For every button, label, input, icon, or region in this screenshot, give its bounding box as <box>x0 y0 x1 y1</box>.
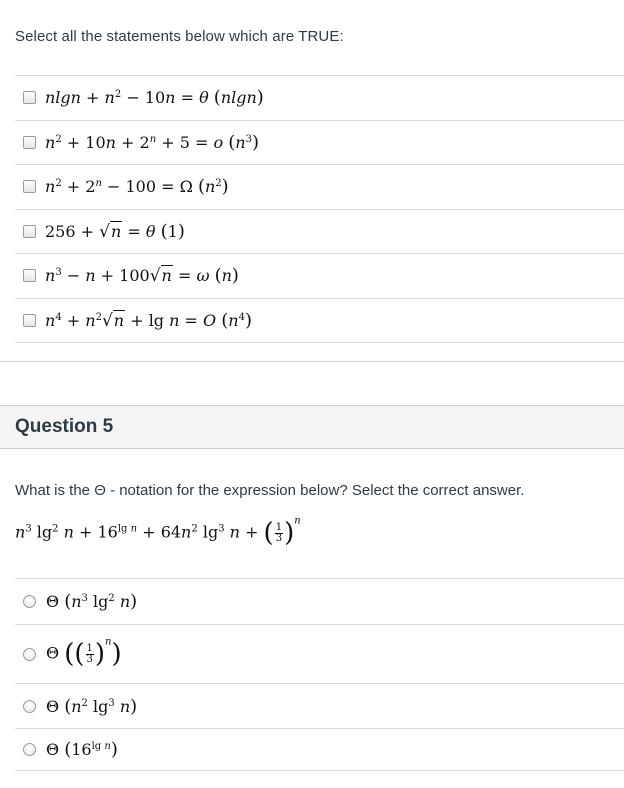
answer-radio[interactable] <box>23 743 36 756</box>
answer-option[interactable] <box>15 579 624 625</box>
answer-checkbox[interactable] <box>23 136 36 149</box>
answer-radio[interactable] <box>23 595 36 608</box>
statement-math: 256 + √n = θ (1) <box>45 220 185 242</box>
answer-option[interactable] <box>15 625 624 684</box>
question-5-prompt: What is the Θ - notation for the expression below? Select the correct answer. <box>15 482 525 499</box>
answer-radio[interactable] <box>23 700 36 713</box>
statement-math: $n^2 + 10n + 2^n + 5 = o$ $(n^3)$ <box>45 131 259 153</box>
answer-checkbox[interactable] <box>23 180 36 193</box>
statement-math: $n^2 + 2^n - 100 = \Omega$ $(n^2)$ <box>45 176 229 198</box>
answer-option[interactable] <box>15 729 624 771</box>
question-5-expression: $n^3$ $\lg^2 n + 16^{lg n} + 64n^2$ $\lg^3 n$ + ( $\frac{1}{3}$ )$^n$ <box>15 515 301 548</box>
answer-checkbox[interactable] <box>23 314 36 327</box>
statement-math: $n^4 + n^2√n + \lg n = O$ $(n^4)$ <box>45 309 252 331</box>
answer-option[interactable] <box>15 299 624 344</box>
question-5-header <box>0 405 624 449</box>
statement-math: $nlgn + n^2 - 10n = \theta$ (nlgn) <box>45 87 264 109</box>
option-math: Θ $(16^{lg n})$ <box>46 739 118 760</box>
answer-option[interactable] <box>15 121 624 166</box>
option-math: Θ (( $\frac{1}{3}$ )$^n$) <box>46 636 122 669</box>
answer-option[interactable] <box>15 684 624 729</box>
question-4-answers <box>15 75 624 343</box>
question-5-options <box>15 578 624 771</box>
option-math: Θ ($n^3$ $\lg^2 n$) <box>46 591 138 612</box>
question-4-prompt: Select all the statements below which are TRUE: <box>15 28 344 45</box>
answer-option[interactable] <box>15 210 624 255</box>
statement-math: $n^3 - n + 100√n = \omega$ (n) <box>45 265 239 287</box>
answer-option[interactable] <box>15 76 624 121</box>
option-math: Θ ($n^2$ $\lg^3 n$) <box>46 695 138 717</box>
question-divider <box>0 361 624 362</box>
answer-option[interactable] <box>15 254 624 299</box>
question-5-title: Question 5 <box>15 416 114 437</box>
answer-radio[interactable] <box>23 648 36 661</box>
answer-checkbox[interactable] <box>23 225 36 238</box>
answer-checkbox[interactable] <box>23 269 36 282</box>
answer-checkbox[interactable] <box>23 91 36 104</box>
answer-option[interactable] <box>15 165 624 210</box>
